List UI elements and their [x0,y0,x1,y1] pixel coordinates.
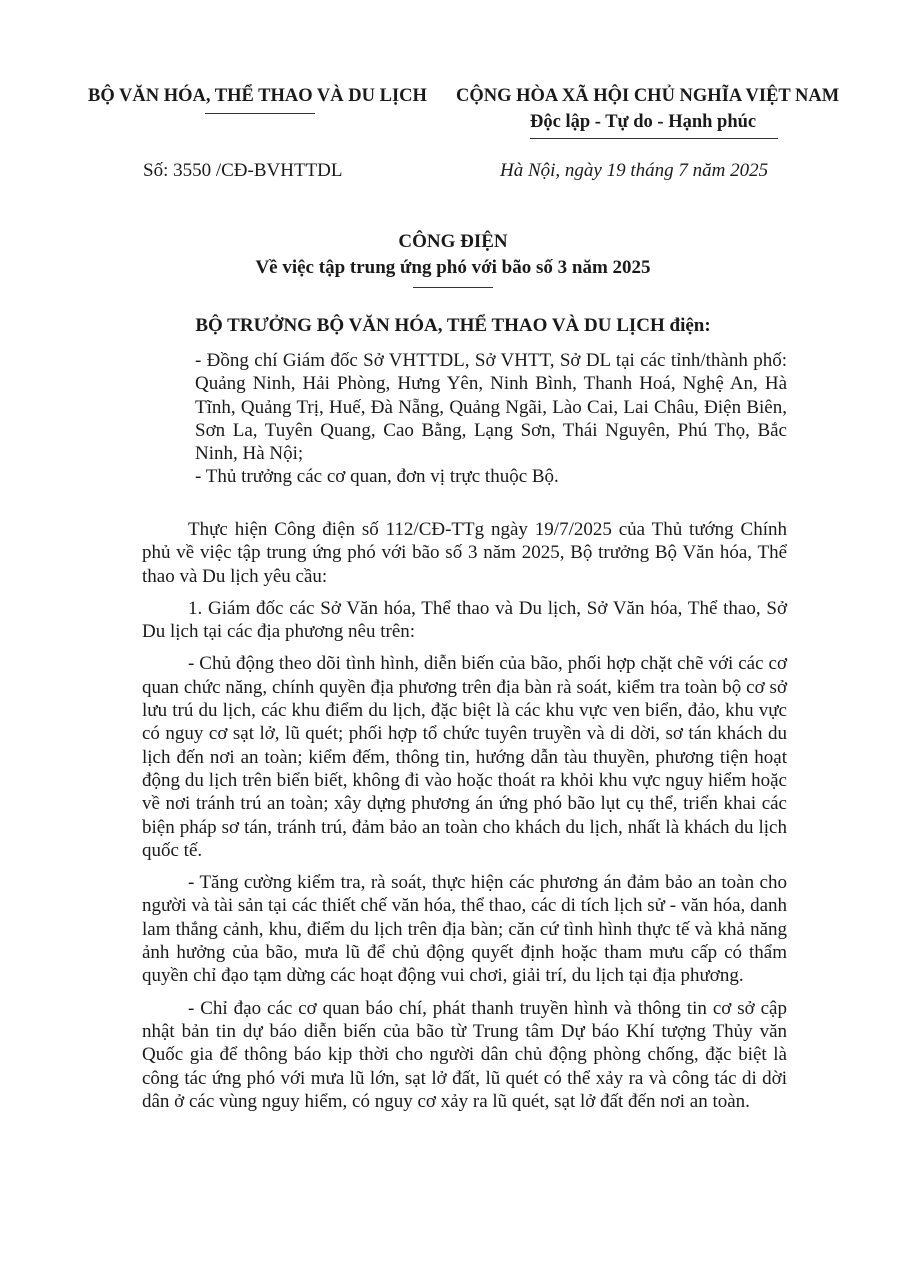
document-meta [0,160,906,188]
body-paragraph: Thực hiện Công điện số 112/CĐ-TTg ngày 19/7/2025 của Thủ tướng Chính phủ về việc tập trung ứng phó với bão số 3 năm 2025, Bộ trưởng Bộ Văn hóa, Thể thao và Du lịch yêu cầu: [142,519,787,587]
place-and-date: Hà Nội, ngày 19 tháng 7 năm 2025 [500,160,769,181]
body-paragraph: - Chủ động theo dõi tình hình, diễn biến của bão, phối hợp chặt chẽ với các cơ quan chức năng, chính quyền địa phương trên địa bàn rà soát, kiểm tra toàn bộ cơ sở lưu trú du lịch, các khu điểm du lịch, đặc biệt là các khu vực ven biển, đảo, khu vực có nguy cơ sạt lở, lũ quét; phối hợp tổ chức tuyên truyền và di dời, sơ tán khách du lịch đến nơi an toàn; kiểm đếm, thông tin, hướng dẫn tàu thuyền, phương tiện hoạt động du lịch trên biển biết, không đi vào hoặc thoát ra khỏi khu vực nguy hiểm hoặc về nơi tránh trú an toàn; xây dựng phương án ứng phó bão lụt cụ thể, triển khai các biện pháp sơ tán, tránh trú, đảm bảo an toàn cho khách du lịch, nhất là khách du lịch quốc tế. [142,653,787,861]
title-underline [413,287,493,288]
recipients-list [195,349,787,489]
recipient-item: - Thủ trưởng các cơ quan, đơn vị trực thuộc Bộ. [195,466,559,488]
document-header [0,86,906,146]
document-subject: Về việc tập trung ứng phó với bão số 3 năm 2025 [255,257,651,278]
national-title: CỘNG HÒA XÃ HỘI CHỦ NGHĨA VIỆT NAM [456,86,840,106]
body-paragraph: 1. Giám đốc các Sở Văn hóa, Thể thao và Du lịch, Sở Văn hóa, Thể thao, Sở Du lịch tại các địa phương nêu trên: [142,597,787,643]
document-body [142,518,787,1122]
document-number: Số: 3550 /CĐ-BVHTTDL [143,160,343,181]
issuing-agency: BỘ VĂN HÓA, THỂ THAO VÀ DU LỊCH [88,86,427,106]
body-paragraph: - Tăng cường kiểm tra, rà soát, thực hiện các phương án đảm bảo an toàn cho người và tài sản tại các thiết chế văn hóa, thể thao, các di tích lịch sử - văn hóa, danh lam thắng cảnh, khu, điểm du lịch trên địa bàn; căn cứ tình hình thực tế và khả năng ảnh hưởng của bão, mưa lũ để chủ động quyết định hoặc tham mưu cấp có thẩm quyền chỉ đạo tạm dừng các hoạt động vui chơi, giải trí, du lịch tại địa phương. [142,872,787,987]
agency-underline [205,113,315,114]
motto-underline [530,138,778,139]
body-paragraph: - Chỉ đạo các cơ quan báo chí, phát thanh truyền hình và thông tin cơ sở cập nhật bản tin dự báo diễn biến của bão từ Trung tâm Dự báo Khí tượng Thủy văn Quốc gia để thông báo kịp thời cho người dân chủ động phòng chống, đặc biệt là công tác ứng phó với mưa lũ lớn, sạt lở đất, lũ quét có thể xảy ra và công tác di dời dân ở các vùng nguy hiểm, có nguy cơ xảy ra lũ quét, sạt lở đất đến nơi an toàn. [142,997,787,1112]
recipient-item: - Đồng chí Giám đốc Sở VHTTDL, Sở VHTT, Sở DL tại các tỉnh/thành phố: Quảng Ninh, Hải Phòng, Hưng Yên, Ninh Bình, Thanh Hoá, Nghệ An, Hà Tĩnh, Quảng Trị, Huế, Đà Nẵng, Quảng Ngãi, Lào Cai, Lai Châu, Điện Biên, Sơn La, Tuyên Quang, Cao Bằng, Lạng Sơn, Thái Nguyên, Phú Thọ, Bắc Ninh, Hà Nội; [195,350,787,465]
document-title: CÔNG ĐIỆN [398,231,508,252]
document-title-block [0,229,906,288]
national-motto: Độc lập - Tự do - Hạnh phúc [530,112,757,132]
addressee-line: BỘ TRƯỞNG BỘ VĂN HÓA, THỂ THAO VÀ DU LỊCH điện: [195,315,711,336]
